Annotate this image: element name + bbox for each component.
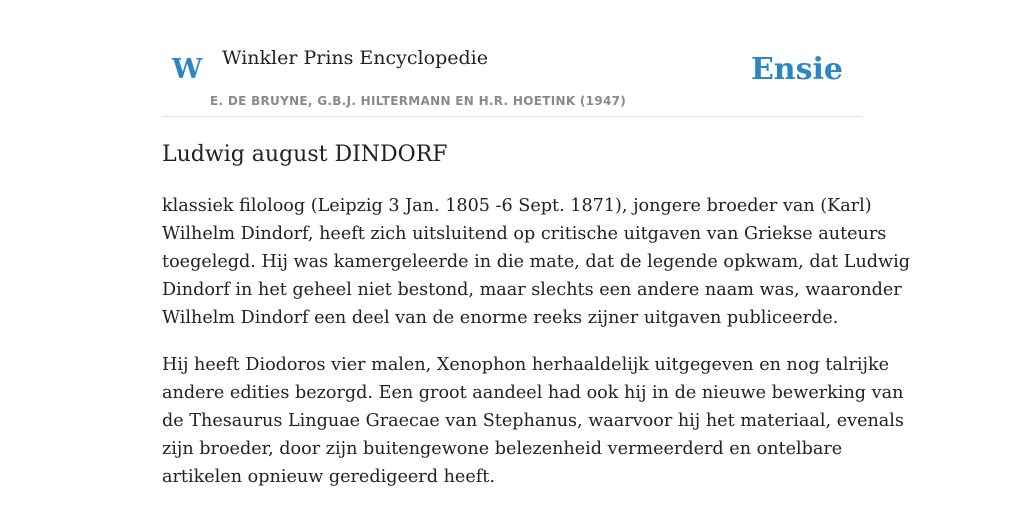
text-line: toegelegd. Hij was kamergeleerde in die mate, dat de legende opkwam, dat Ludwig	[162, 252, 910, 272]
publication-logo[interactable]: W	[172, 54, 203, 85]
text-line: Wilhelm Dindorf, heeft zich uitsluitend op critische uitgaven van Griekse auteurs	[162, 224, 887, 244]
entry-body	[162, 192, 910, 510]
publication-title[interactable]: Winkler Prins Encyclopedie	[222, 47, 488, 69]
text-line: klassiek filoloog (Leipzig 3 Jan. 1805 -6 Sept. 1871), jongere broeder van (Karl)	[162, 196, 872, 216]
text-line: artikelen opnieuw geredigeerd heeft.	[162, 467, 495, 487]
site-header	[162, 0, 862, 117]
text-line: Wilhelm Dindorf een deel van de enorme reeks zijner uitgaven publiceerde.	[162, 308, 839, 328]
text-line: Dindorf in het geheel niet bestond, maar slechts een andere naam was, waaronder	[162, 280, 902, 300]
text-line: zijn broeder, door zijn buitengewone belezenheid vermeerderd en ontelbare	[162, 439, 843, 459]
brand-logo-ensie[interactable]: Ensie	[750, 52, 843, 87]
entry-title: Ludwig august DINDORF	[162, 142, 448, 167]
entry-paragraph	[162, 192, 910, 332]
entry-paragraph	[162, 351, 904, 491]
text-line: de Thesaurus Linguae Graecae van Stephanus, waarvoor hij het materiaal, evenals	[162, 411, 904, 431]
text-line: Hij heeft Diodoros vier malen, Xenophon herhaaldelijk uitgegeven en nog talrijke	[162, 355, 890, 375]
publication-authors: E. DE BRUYNE, G.B.J. HILTERMANN EN H.R. HOETINK (1947)	[210, 94, 627, 108]
text-line: andere edities bezorgd. Een groot aandeel had ook hij in de nieuwe bewerking van	[162, 383, 904, 403]
